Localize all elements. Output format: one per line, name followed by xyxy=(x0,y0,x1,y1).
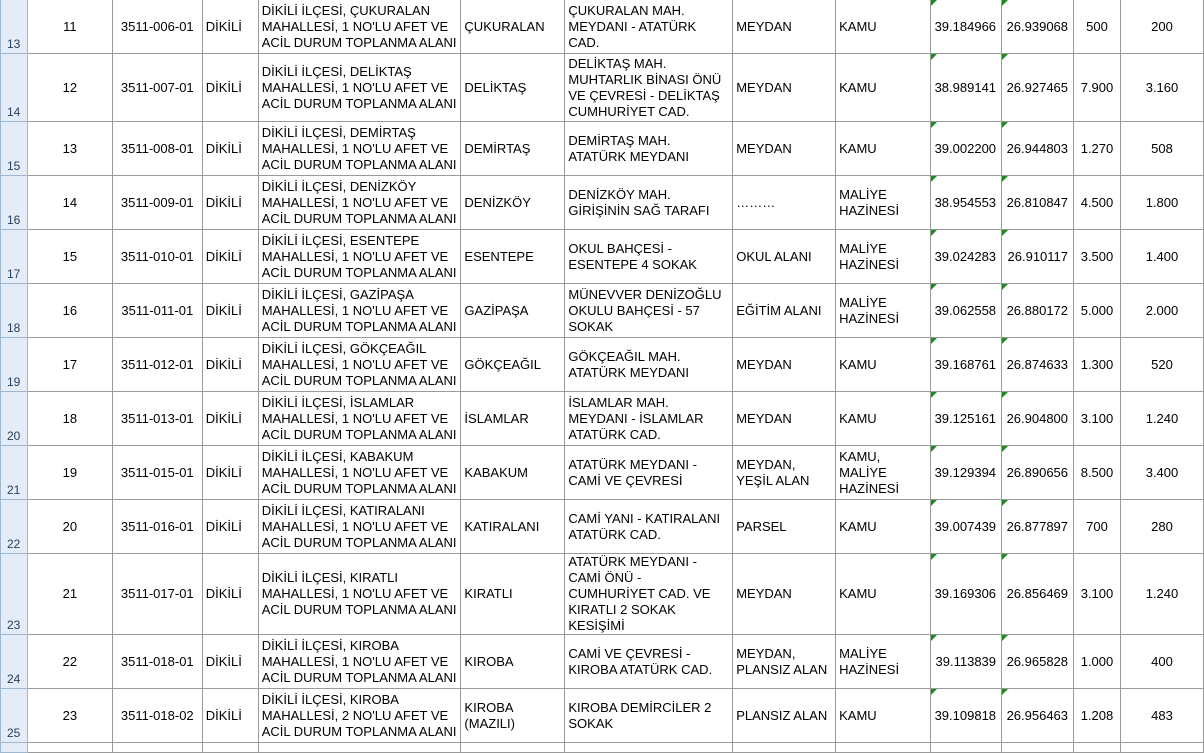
area-size-cell[interactable]: 7.900 xyxy=(1074,54,1121,122)
address-cell[interactable]: OKUL BAHÇESİ - ESENTEPE 4 SOKAK xyxy=(565,230,733,284)
neighborhood-cell[interactable]: DENİZKÖY xyxy=(461,176,565,230)
empty-cell[interactable] xyxy=(258,743,461,753)
latitude-cell[interactable]: 39.109818 xyxy=(931,689,1002,743)
table-row xyxy=(1,635,1204,689)
neighborhood-cell[interactable]: KATIRALANI xyxy=(461,500,565,554)
district-cell[interactable]: DİKİLİ xyxy=(202,446,258,500)
latitude-cell[interactable]: 39.007439 xyxy=(931,500,1002,554)
latitude-cell[interactable]: 39.184966 xyxy=(931,0,1002,54)
latitude-cell[interactable]: 39.125161 xyxy=(931,392,1002,446)
row-number-cell[interactable]: 23 xyxy=(27,689,112,743)
area-code-cell[interactable]: 3511-008-01 xyxy=(112,122,202,176)
area-size-cell[interactable]: 1.270 xyxy=(1074,122,1121,176)
row-number-cell[interactable]: 20 xyxy=(27,500,112,554)
address-cell[interactable]: ATATÜRK MEYDANI -CAMİ ÖNÜ - CUMHURİYET CAD. VE KIRATLI 2 SOKAK KESİŞİMİ xyxy=(565,554,733,635)
area-code-cell[interactable]: 3511-018-01 xyxy=(112,635,202,689)
district-cell[interactable]: DİKİLİ xyxy=(202,554,258,635)
latitude-cell[interactable]: 39.002200 xyxy=(931,122,1002,176)
longitude-cell[interactable]: 26.956463 xyxy=(1002,689,1074,743)
longitude-cell[interactable]: 26.904800 xyxy=(1002,392,1074,446)
latitude-cell[interactable]: 38.989141 xyxy=(931,54,1002,122)
area-code-cell[interactable]: 3511-013-01 xyxy=(112,392,202,446)
area-name-cell[interactable]: DİKİLİ İLÇESİ, DEMİRTAŞ MAHALLESİ, 1 NO'LU AFET VE ACİL DURUM TOPLANMA ALANI xyxy=(258,122,461,176)
row-number-cell[interactable]: 16 xyxy=(27,284,112,338)
area-type-cell[interactable]: PARSEL xyxy=(733,500,836,554)
district-cell[interactable]: DİKİLİ xyxy=(202,0,258,54)
area-type-cell[interactable]: MEYDAN xyxy=(733,392,836,446)
longitude-cell[interactable]: 26.910117 xyxy=(1002,230,1074,284)
neighborhood-cell[interactable]: KIROBA xyxy=(461,635,565,689)
empty-cell[interactable] xyxy=(27,743,112,753)
table-row xyxy=(1,54,1204,122)
area-size-cell[interactable]: 3.500 xyxy=(1074,230,1121,284)
area-size-cell[interactable]: 8.500 xyxy=(1074,446,1121,500)
row-header: 20 xyxy=(1,392,28,446)
row-number-cell[interactable]: 13 xyxy=(27,122,112,176)
row-number-cell[interactable]: 19 xyxy=(27,446,112,500)
area-code-cell[interactable]: 3511-011-01 xyxy=(112,284,202,338)
capacity-cell[interactable]: 1.800 xyxy=(1120,176,1203,230)
capacity-cell[interactable]: 280 xyxy=(1120,500,1203,554)
row-header: 15 xyxy=(1,122,28,176)
capacity-cell[interactable]: 400 xyxy=(1120,635,1203,689)
empty-cell[interactable] xyxy=(1074,743,1121,753)
row-number-cell[interactable]: 17 xyxy=(27,338,112,392)
capacity-cell[interactable]: 3.160 xyxy=(1120,54,1203,122)
area-name-cell[interactable]: DİKİLİ İLÇESİ, İSLAMLAR MAHALLESİ, 1 NO'LU AFET VE ACİL DURUM TOPLANMA ALANI xyxy=(258,392,461,446)
address-cell[interactable]: İSLAMLAR MAH. MEYDANI - İSLAMLAR ATATÜRK CAD. xyxy=(565,392,733,446)
table-row xyxy=(1,284,1204,338)
row-number-cell[interactable]: 11 xyxy=(27,0,112,54)
district-cell[interactable]: DİKİLİ xyxy=(202,176,258,230)
row-header: 18 xyxy=(1,284,28,338)
neighborhood-cell[interactable]: KIRATLI xyxy=(461,554,565,635)
longitude-cell[interactable]: 26.944803 xyxy=(1002,122,1074,176)
address-cell[interactable]: DENİZKÖY MAH. GİRİŞİNİN SAĞ TARAFI xyxy=(565,176,733,230)
longitude-cell[interactable]: 26.939068 xyxy=(1002,0,1074,54)
row-header: 24 xyxy=(1,635,28,689)
neighborhood-cell[interactable]: ÇUKURALAN xyxy=(461,0,565,54)
table-row xyxy=(1,0,1204,54)
ownership-cell[interactable]: MALİYE HAZİNESİ xyxy=(836,176,931,230)
area-name-cell[interactable]: DİKİLİ İLÇESİ, KABAKUM MAHALLESİ, 1 NO'LU AFET VE ACİL DURUM TOPLANMA ALANI xyxy=(258,446,461,500)
table-row xyxy=(1,122,1204,176)
table-row xyxy=(1,392,1204,446)
area-code-cell[interactable]: 3511-009-01 xyxy=(112,176,202,230)
table-row xyxy=(1,230,1204,284)
row-header: 22 xyxy=(1,500,28,554)
empty-cell[interactable] xyxy=(565,743,733,753)
ownership-cell[interactable]: MALİYE HAZİNESİ xyxy=(836,284,931,338)
area-name-cell[interactable]: DİKİLİ İLÇESİ, KIROBA MAHALLESİ, 1 NO'LU AFET VE ACİL DURUM TOPLANMA ALANI xyxy=(258,635,461,689)
area-code-cell[interactable]: 3511-016-01 xyxy=(112,500,202,554)
empty-cell[interactable] xyxy=(931,743,1002,753)
address-cell[interactable]: DEMİRTAŞ MAH. ATATÜRK MEYDANI xyxy=(565,122,733,176)
area-size-cell[interactable]: 1.000 xyxy=(1074,635,1121,689)
neighborhood-cell[interactable]: KIROBA (MAZILI) xyxy=(461,689,565,743)
capacity-cell[interactable]: 1.400 xyxy=(1120,230,1203,284)
address-cell[interactable]: CAMİ VE ÇEVRESİ - KIROBA ATATÜRK CAD. xyxy=(565,635,733,689)
longitude-cell[interactable]: 26.927465 xyxy=(1002,54,1074,122)
capacity-cell[interactable]: 2.000 xyxy=(1120,284,1203,338)
area-type-cell[interactable]: EĞİTİM ALANI xyxy=(733,284,836,338)
ownership-cell[interactable]: KAMU xyxy=(836,338,931,392)
longitude-cell[interactable]: 26.856469 xyxy=(1002,554,1074,635)
district-cell[interactable]: DİKİLİ xyxy=(202,635,258,689)
table-row xyxy=(1,446,1204,500)
longitude-cell[interactable]: 26.880172 xyxy=(1002,284,1074,338)
area-name-cell[interactable]: DİKİLİ İLÇESİ, DENİZKÖY MAHALLESİ, 1 NO'LU AFET VE ACİL DURUM TOPLANMA ALANI xyxy=(258,176,461,230)
area-type-cell[interactable]: ……… xyxy=(733,176,836,230)
row-number-cell[interactable]: 14 xyxy=(27,176,112,230)
area-type-cell[interactable]: OKUL ALANI xyxy=(733,230,836,284)
district-cell[interactable]: DİKİLİ xyxy=(202,392,258,446)
longitude-cell[interactable]: 26.874633 xyxy=(1002,338,1074,392)
latitude-cell[interactable]: 39.024283 xyxy=(931,230,1002,284)
area-type-cell[interactable]: MEYDAN xyxy=(733,54,836,122)
latitude-cell[interactable]: 39.113839 xyxy=(931,635,1002,689)
area-name-cell[interactable]: DİKİLİ İLÇESİ, KATIRALANI MAHALLESİ, 1 NO'LU AFET VE ACİL DURUM TOPLANMA ALANI xyxy=(258,500,461,554)
district-cell[interactable]: DİKİLİ xyxy=(202,338,258,392)
ownership-cell[interactable]: KAMU xyxy=(836,500,931,554)
area-type-cell[interactable]: PLANSIZ ALAN xyxy=(733,689,836,743)
area-name-cell[interactable]: DİKİLİ İLÇESİ, KIRATLI MAHALLESİ, 1 NO'LU AFET VE ACİL DURUM TOPLANMA ALANI xyxy=(258,554,461,635)
address-cell[interactable]: CAMİ YANI - KATIRALANI ATATÜRK CAD. xyxy=(565,500,733,554)
area-size-cell[interactable]: 5.000 xyxy=(1074,284,1121,338)
area-name-cell[interactable]: DİKİLİ İLÇESİ, GAZİPAŞA MAHALLESİ, 1 NO'LU AFET VE ACİL DURUM TOPLANMA ALANI xyxy=(258,284,461,338)
area-code-cell[interactable]: 3511-010-01 xyxy=(112,230,202,284)
neighborhood-cell[interactable]: KABAKUM xyxy=(461,446,565,500)
area-type-cell[interactable]: MEYDAN, PLANSIZ ALAN xyxy=(733,635,836,689)
district-cell[interactable]: DİKİLİ xyxy=(202,54,258,122)
ownership-cell[interactable]: KAMU xyxy=(836,0,931,54)
area-code-cell[interactable]: 3511-012-01 xyxy=(112,338,202,392)
ownership-cell[interactable]: KAMU, MALİYE HAZİNESİ xyxy=(836,446,931,500)
area-code-cell[interactable]: 3511-015-01 xyxy=(112,446,202,500)
table-row xyxy=(1,500,1204,554)
longitude-cell[interactable]: 26.965828 xyxy=(1002,635,1074,689)
longitude-cell[interactable]: 26.890656 xyxy=(1002,446,1074,500)
area-size-cell[interactable]: 3.100 xyxy=(1074,392,1121,446)
row-header: 17 xyxy=(1,230,28,284)
area-name-cell[interactable]: DİKİLİ İLÇESİ, DELİKTAŞ MAHALLESİ, 1 NO'LU AFET VE ACİL DURUM TOPLANMA ALANI xyxy=(258,54,461,122)
area-type-cell[interactable]: MEYDAN, YEŞİL ALAN xyxy=(733,446,836,500)
table-row-partial xyxy=(1,743,1204,753)
row-number-cell[interactable]: 22 xyxy=(27,635,112,689)
address-cell[interactable]: KIROBA DEMİRCİLER 2 SOKAK xyxy=(565,689,733,743)
area-code-cell[interactable]: 3511-007-01 xyxy=(112,54,202,122)
area-name-cell[interactable]: DİKİLİ İLÇESİ, ESENTEPE MAHALLESİ, 1 NO'LU AFET VE ACİL DURUM TOPLANMA ALANI xyxy=(258,230,461,284)
area-type-cell[interactable]: MEYDAN xyxy=(733,0,836,54)
empty-cell[interactable] xyxy=(1,743,28,753)
area-name-cell[interactable]: DİKİLİ İLÇESİ, ÇUKURALAN MAHALLESİ, 1 NO'LU AFET VE ACİL DURUM TOPLANMA ALANI xyxy=(258,0,461,54)
capacity-cell[interactable]: 1.240 xyxy=(1120,554,1203,635)
empty-cell[interactable] xyxy=(461,743,565,753)
area-size-cell[interactable]: 4.500 xyxy=(1074,176,1121,230)
district-cell[interactable]: DİKİLİ xyxy=(202,230,258,284)
row-number-cell[interactable]: 15 xyxy=(27,230,112,284)
area-type-cell[interactable]: MEYDAN xyxy=(733,122,836,176)
ownership-cell[interactable]: KAMU xyxy=(836,689,931,743)
ownership-cell[interactable]: KAMU xyxy=(836,122,931,176)
table-row xyxy=(1,689,1204,743)
empty-cell[interactable] xyxy=(836,743,931,753)
area-code-cell[interactable]: 3511-017-01 xyxy=(112,554,202,635)
neighborhood-cell[interactable]: GAZİPAŞA xyxy=(461,284,565,338)
table-row xyxy=(1,176,1204,230)
neighborhood-cell[interactable]: ESENTEPE xyxy=(461,230,565,284)
empty-cell[interactable] xyxy=(733,743,836,753)
ownership-cell[interactable]: MALİYE HAZİNESİ xyxy=(836,635,931,689)
ownership-cell[interactable]: KAMU xyxy=(836,554,931,635)
row-number-cell[interactable]: 12 xyxy=(27,54,112,122)
area-code-cell[interactable]: 3511-018-02 xyxy=(112,689,202,743)
capacity-cell[interactable]: 200 xyxy=(1120,0,1203,54)
row-number-cell[interactable]: 21 xyxy=(27,554,112,635)
address-cell[interactable]: MÜNEVVER DENİZOĞLU OKULU BAHÇESİ - 57 SOKAK xyxy=(565,284,733,338)
capacity-cell[interactable]: 508 xyxy=(1120,122,1203,176)
latitude-cell[interactable]: 39.129394 xyxy=(931,446,1002,500)
capacity-cell[interactable]: 520 xyxy=(1120,338,1203,392)
area-type-cell[interactable]: MEYDAN xyxy=(733,338,836,392)
district-cell[interactable]: DİKİLİ xyxy=(202,122,258,176)
row-header: 13 xyxy=(1,0,28,54)
empty-cell[interactable] xyxy=(1120,743,1203,753)
area-size-cell[interactable]: 1.208 xyxy=(1074,689,1121,743)
address-cell[interactable]: GÖKÇEAĞIL MAH. ATATÜRK MEYDANI xyxy=(565,338,733,392)
area-size-cell[interactable]: 500 xyxy=(1074,0,1121,54)
capacity-cell[interactable]: 1.240 xyxy=(1120,392,1203,446)
area-name-cell[interactable]: DİKİLİ İLÇESİ, GÖKÇEAĞIL MAHALLESİ, 1 NO'LU AFET VE ACİL DURUM TOPLANMA ALANI xyxy=(258,338,461,392)
capacity-cell[interactable]: 3.400 xyxy=(1120,446,1203,500)
row-header: 21 xyxy=(1,446,28,500)
row-header: 16 xyxy=(1,176,28,230)
address-cell[interactable]: ÇUKURALAN MAH. MEYDANI - ATATÜRK CAD. xyxy=(565,0,733,54)
latitude-cell[interactable]: 39.168761 xyxy=(931,338,1002,392)
latitude-cell[interactable]: 39.169306 xyxy=(931,554,1002,635)
area-size-cell[interactable]: 1.300 xyxy=(1074,338,1121,392)
ownership-cell[interactable]: KAMU xyxy=(836,54,931,122)
area-name-cell[interactable]: DİKİLİ İLÇESİ, KIROBA MAHALLESİ, 2 NO'LU AFET VE ACİL DURUM TOPLANMA ALANI xyxy=(258,689,461,743)
row-number-cell[interactable]: 18 xyxy=(27,392,112,446)
longitude-cell[interactable]: 26.877897 xyxy=(1002,500,1074,554)
capacity-cell[interactable]: 483 xyxy=(1120,689,1203,743)
address-cell[interactable]: DELİKTAŞ MAH. MUHTARLIK BİNASI ÖNÜ VE ÇEVRESİ - DELİKTAŞ CUMHURİYET CAD. xyxy=(565,54,733,122)
area-type-cell[interactable]: MEYDAN xyxy=(733,554,836,635)
neighborhood-cell[interactable]: GÖKÇEAĞIL xyxy=(461,338,565,392)
row-header: 23 xyxy=(1,554,28,635)
latitude-cell[interactable]: 38.954553 xyxy=(931,176,1002,230)
ownership-cell[interactable]: MALİYE HAZİNESİ xyxy=(836,230,931,284)
neighborhood-cell[interactable]: İSLAMLAR xyxy=(461,392,565,446)
area-size-cell[interactable]: 700 xyxy=(1074,500,1121,554)
district-cell[interactable]: DİKİLİ xyxy=(202,500,258,554)
latitude-cell[interactable]: 39.062558 xyxy=(931,284,1002,338)
empty-cell[interactable] xyxy=(202,743,258,753)
ownership-cell[interactable]: KAMU xyxy=(836,392,931,446)
table-row xyxy=(1,338,1204,392)
area-code-cell[interactable]: 3511-006-01 xyxy=(112,0,202,54)
table-row xyxy=(1,554,1204,635)
neighborhood-cell[interactable]: DELİKTAŞ xyxy=(461,54,565,122)
area-size-cell[interactable]: 3.100 xyxy=(1074,554,1121,635)
district-cell[interactable]: DİKİLİ xyxy=(202,284,258,338)
longitude-cell[interactable]: 26.810847 xyxy=(1002,176,1074,230)
row-header: 25 xyxy=(1,689,28,743)
empty-cell[interactable] xyxy=(112,743,202,753)
row-header: 14 xyxy=(1,54,28,122)
district-cell[interactable]: DİKİLİ xyxy=(202,689,258,743)
address-cell[interactable]: ATATÜRK MEYDANI - CAMİ VE ÇEVRESİ xyxy=(565,446,733,500)
empty-cell[interactable] xyxy=(1002,743,1074,753)
neighborhood-cell[interactable]: DEMİRTAŞ xyxy=(461,122,565,176)
row-header: 19 xyxy=(1,338,28,392)
